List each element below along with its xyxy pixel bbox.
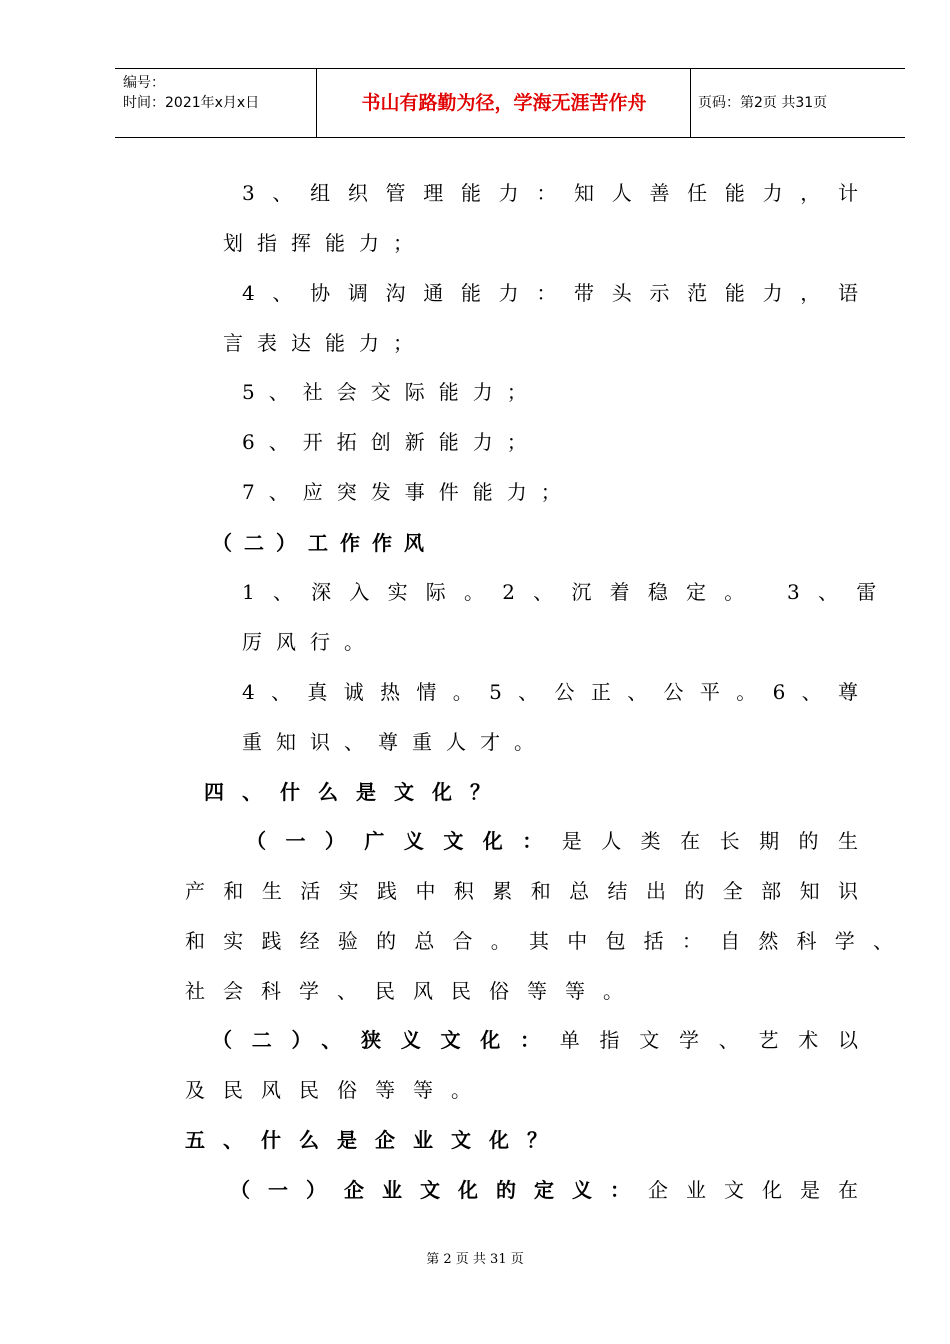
header-divider [690,69,691,137]
text-line [212,1026,878,1054]
text-line: 7、应突发事件能力； [242,480,575,504]
header-divider [316,69,317,137]
term-label: （一）企业文化的定义： [230,1178,648,1202]
text-line: 划指挥能力； [223,231,427,255]
text-line [230,1176,876,1204]
term-text: 企业文化是在 [648,1178,876,1202]
document-number-label: 编号： [123,75,165,91]
text-line: 4、真诚热情。5、公正、公平。6、尊 [242,680,875,704]
text-line: 4、协调沟通能力：带头示范能力，语 [242,281,876,305]
text-line: 和实践经验的总合。其中包括：自然科学、 [185,929,912,953]
section-heading: （二）工作作风 [212,531,436,555]
text-line: 1、深入实际。2、沉着稳定。 3、雷 [242,580,895,604]
text-line: 言表达能力； [223,331,427,355]
text-line: 产和生活实践中积累和总结出的全部知识 [185,879,877,903]
section-heading: 四、什么是文化？ [204,780,508,804]
header-motto: 书山有路勤为径，学海无涯苦作舟 [361,92,647,114]
term-label: （二）、狭义文化： [212,1028,560,1052]
text-line: 社会科学、民风民俗等等。 [185,979,641,1003]
term-text: 单指文学、艺术以 [559,1028,878,1052]
header-page-label: 页码：第2页 共31页 [698,95,828,111]
page-footer: 第 2 页 共 31 页 [426,1252,524,1267]
section-heading: 五、什么是企业文化？ [185,1128,565,1152]
text-line: 6、开拓创新能力； [242,430,541,454]
text-line: 重知识、尊重人才。 [242,730,548,754]
text-line [246,827,877,855]
page-header [115,68,905,138]
text-line: 及民风民俗等等。 [185,1078,489,1102]
term-label: （一）广义文化： [246,829,562,853]
header-meta [123,73,259,113]
text-line: 5、社会交际能力； [242,380,541,404]
document-time-label: 时间：2021年x月x日 [123,95,260,111]
text-line: 3、组织管理能力：知人善任能力，计 [242,181,876,205]
term-text: 是人类在长期的生 [561,829,878,853]
text-line: 厉风行。 [242,630,378,654]
